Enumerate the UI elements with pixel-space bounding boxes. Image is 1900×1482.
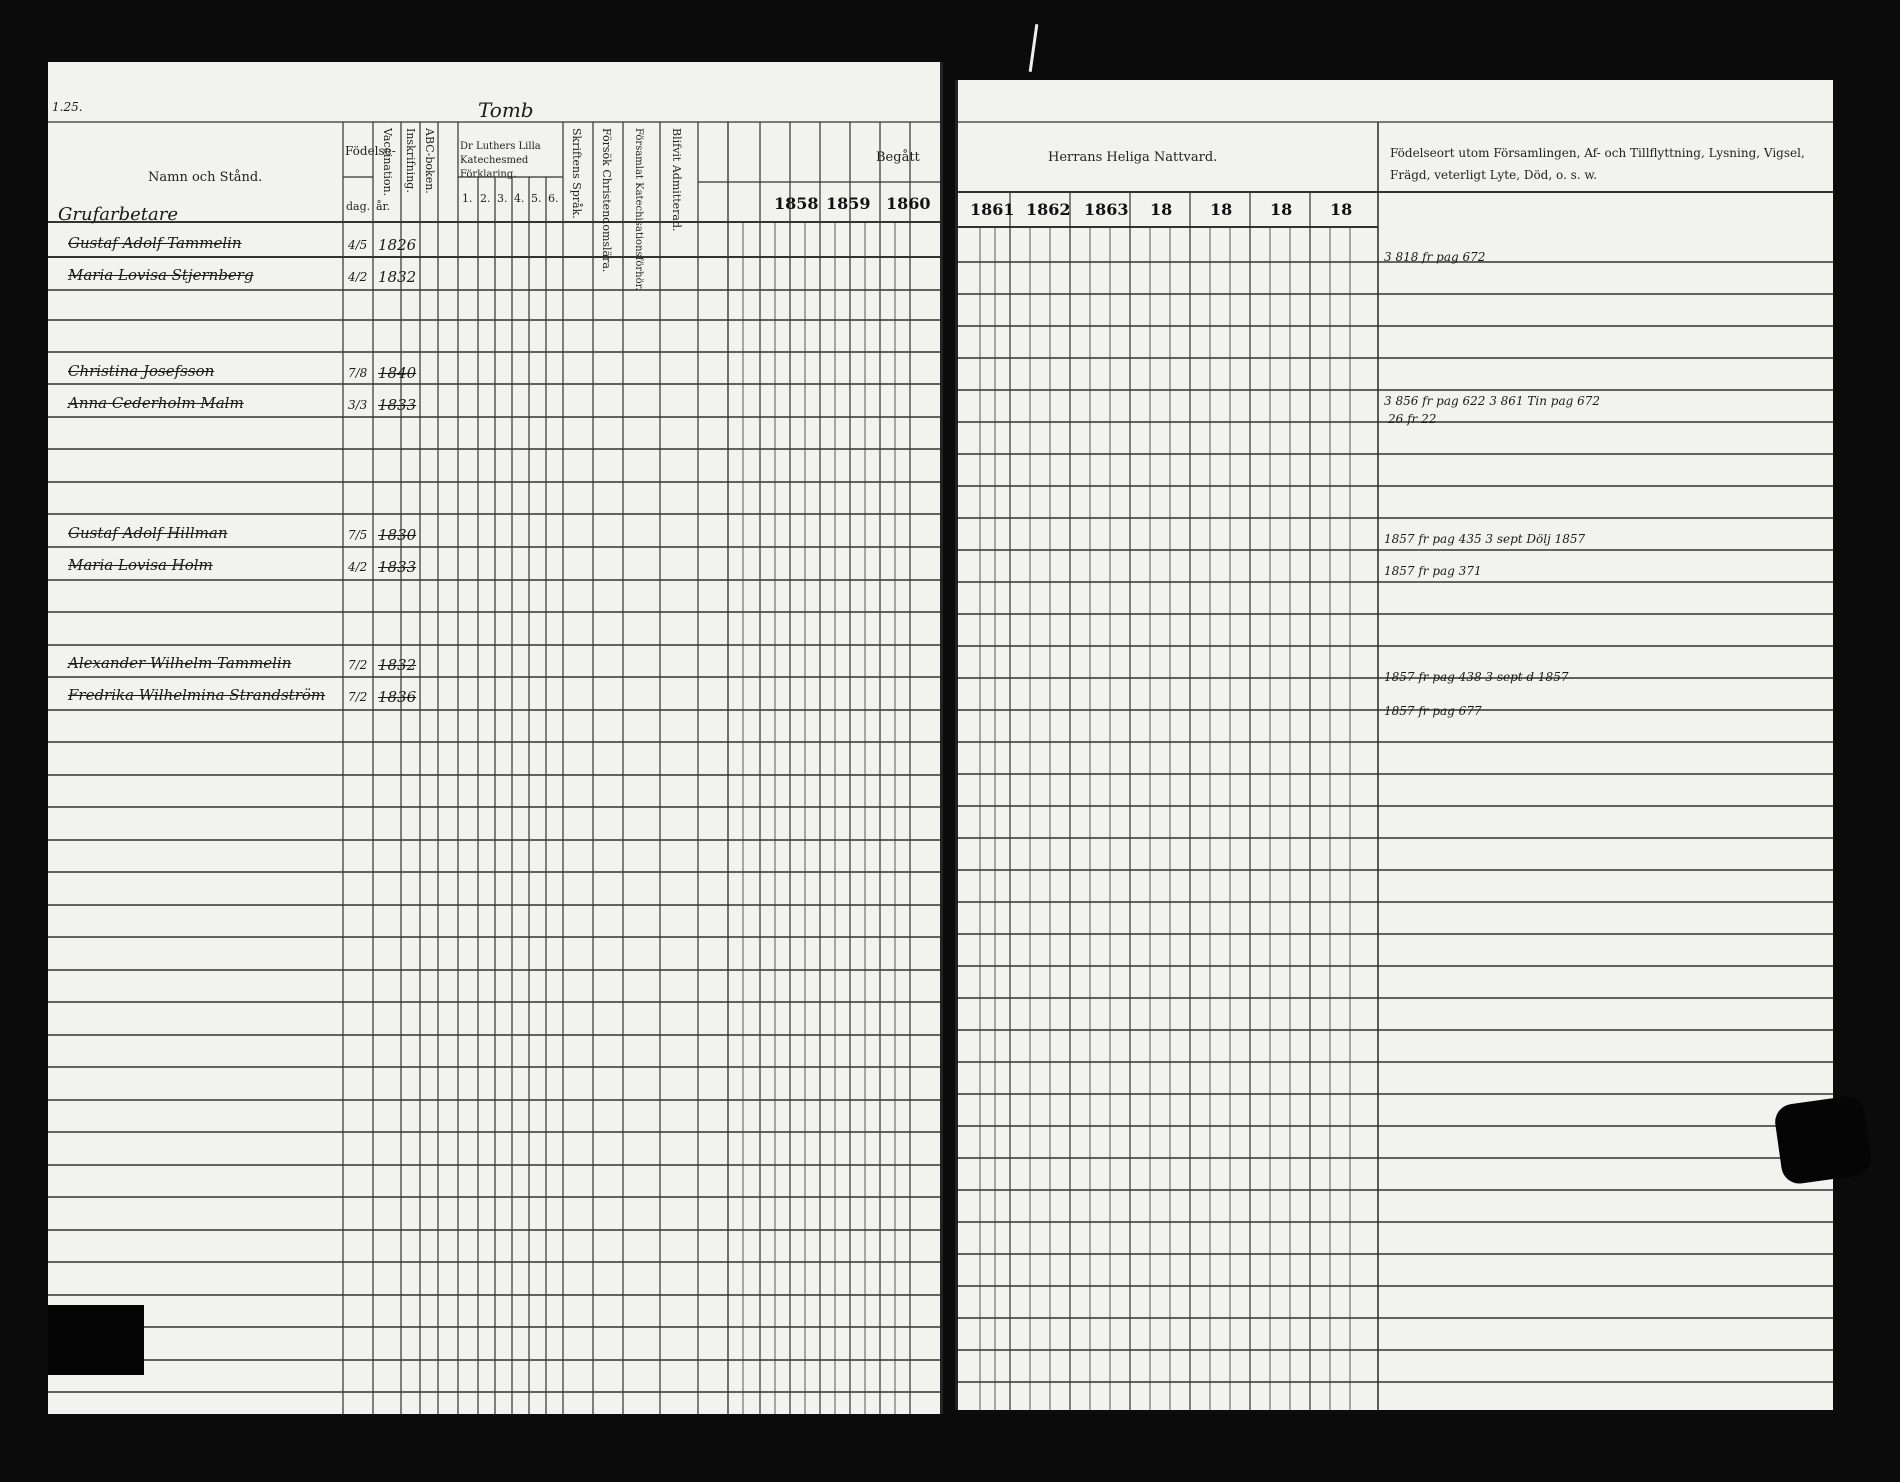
- entry-6-year: 1833: [378, 558, 417, 576]
- entry-2-name: Maria Lovisa Stjernberg: [68, 266, 254, 284]
- right-page: [955, 80, 1833, 1410]
- year-18-b: 18: [1210, 200, 1233, 219]
- year-1862: 1862: [1026, 200, 1071, 219]
- header-skriftens: Skriftens Språk.: [570, 128, 583, 219]
- year-18-a: 18: [1150, 200, 1173, 219]
- header-catechism: Dr Luthers Lilla Katechesmed Förklaring.: [460, 141, 541, 180]
- year-1859: 1859: [826, 194, 871, 213]
- left-page: [48, 62, 943, 1414]
- remark-3: 26 fr 22: [1388, 412, 1437, 426]
- entry-1-year: 1826: [378, 236, 417, 254]
- catechism-num-3: 3.: [497, 192, 508, 205]
- header-abc: ABC-boken.: [423, 128, 436, 194]
- remarks-header: Födelseort utom Församlingen, Af- och Tillflyttning, Lysning, Vigsel, Frägd, veterligt Lyte, Död, o. s. w.: [1390, 146, 1805, 182]
- entry-3-year: 1840: [378, 364, 417, 382]
- entry-4-name: Anna Cederholm Malm: [68, 394, 244, 412]
- entry-5-name: Gustaf Adolf Hillman: [68, 524, 228, 542]
- header-begin: Begått: [876, 150, 920, 165]
- entry-8-name: Fredrika Wilhelmina Strandström: [68, 686, 326, 704]
- entry-2-year: 1832: [378, 268, 417, 286]
- entry-8-year: 1836: [378, 688, 417, 706]
- header-year: år.: [376, 200, 391, 213]
- corner-shadow: [48, 1305, 144, 1375]
- header-forsamlat: Församlat Katechisationsförhör.: [633, 128, 644, 291]
- entry-1-name: Gustaf Adolf Tammelin: [68, 234, 242, 252]
- remark-4: 1857 fr pag 435 3 sept Dölj 1857: [1384, 532, 1586, 546]
- header-christendom: Försök Christendomslära.: [600, 128, 613, 273]
- header-name: Namn och Stånd.: [148, 170, 263, 185]
- entry-7-day: 7/2: [348, 658, 368, 672]
- year-18-d: 18: [1330, 200, 1353, 219]
- entry-4-day: 3/3: [348, 398, 368, 412]
- page-number: 1.25.: [52, 100, 83, 114]
- header-vaccination: Vaccination.: [381, 128, 394, 197]
- binder-clip: [1773, 1094, 1873, 1186]
- remark-6: 1857 fr pag 438 3 sept d 1857: [1384, 670, 1569, 684]
- entry-5-year: 1830: [378, 526, 417, 544]
- year-1861: 1861: [970, 200, 1015, 219]
- entry-3-name: Christina Josefsson: [68, 362, 215, 380]
- remark-7: 1857 fr pag 677: [1384, 704, 1482, 718]
- year-1858: 1858: [774, 194, 819, 213]
- place-heading: Tomb: [478, 98, 534, 122]
- top-margin-mark: [1029, 24, 1039, 72]
- entry-1-day: 4/5: [348, 238, 368, 252]
- header-admitted: Blifvit Admitterad.: [670, 128, 683, 232]
- entry-2-day: 4/2: [348, 270, 368, 284]
- entry-7-name: Alexander Wilhelm Tammelin: [68, 654, 292, 672]
- entry-6-name: Maria Lovisa Holm: [68, 556, 213, 574]
- entry-8-day: 7/2: [348, 690, 368, 704]
- entry-4-year: 1833: [378, 396, 417, 414]
- entry-6-day: 4/2: [348, 560, 368, 574]
- entry-5-day: 7/5: [348, 528, 368, 542]
- remark-2: 3 856 fr pag 622 3 861 Tin pag 672: [1384, 394, 1600, 408]
- remark-1: 3 818 fr pag 672: [1384, 250, 1486, 264]
- year-1860: 1860: [886, 194, 931, 213]
- catechism-num-4: 4.: [514, 192, 525, 205]
- communion-title: Herrans Heliga Nattvard.: [1048, 150, 1218, 165]
- remark-5: 1857 fr pag 371: [1384, 564, 1482, 578]
- right-grid: [958, 80, 1833, 1410]
- year-18-c: 18: [1270, 200, 1293, 219]
- catechism-num-1: 1.: [462, 192, 473, 205]
- catechism-num-2: 2.: [480, 192, 491, 205]
- section-title: Grufarbetare: [58, 204, 178, 225]
- header-birth: Födelse-: [345, 144, 396, 158]
- entry-7-year: 1832: [378, 656, 417, 674]
- catechism-num-6: 6.: [548, 192, 559, 205]
- year-1863: 1863: [1084, 200, 1129, 219]
- header-inskrivning: Inskrifning.: [404, 128, 417, 193]
- catechism-num-5: 5.: [531, 192, 542, 205]
- header-day: dag.: [346, 200, 371, 213]
- left-grid: [48, 62, 940, 1414]
- entry-3-day: 7/8: [348, 366, 368, 380]
